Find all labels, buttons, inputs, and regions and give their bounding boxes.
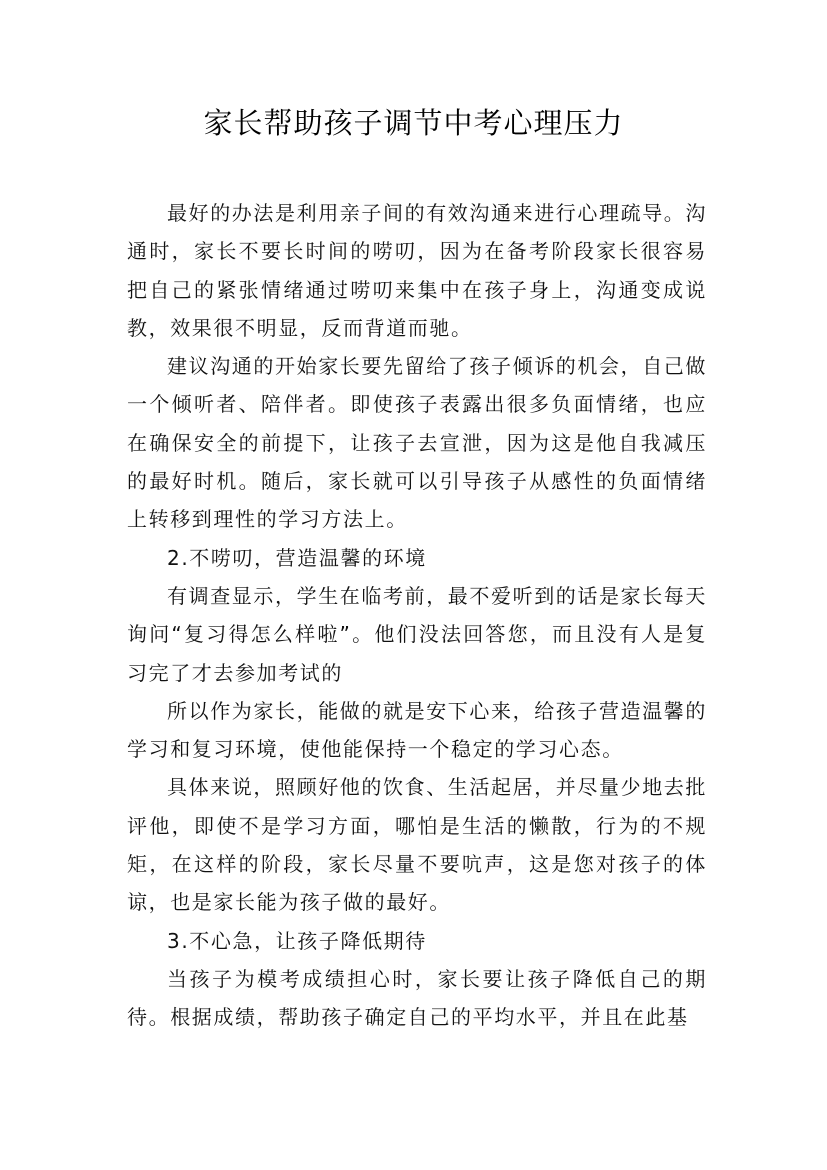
paragraph: 建议沟通的开始家长要先留给了孩子倾诉的机会，自己做一个倾听者、陪伴者。即使孩子表露出很多负面情绪，也应在确保安全的前提下，让孩子去宣泄，因为这是他自我减压的最好时机。随后，家长就可以引导孩子从感性的负面情绪上转移到理性的学习方法上。 bbox=[127, 354, 707, 532]
paragraph: 最好的办法是利用亲子间的有效沟通来进行心理疏导。沟通时，家长不要长时间的唠叨，因为在备考阶段家长很容易把自己的紧张情绪通过唠叨来集中在孩子身上，沟通变成说教，效果很不明显，反而背道而驰。 bbox=[127, 201, 707, 340]
paragraph: 所以作为家长，能做的就是安下心来，给孩子营造温馨的学习和复习环境，使他能保持一个稳定的学习心态。 bbox=[127, 698, 707, 762]
section-heading: 3.不心急，让孩子降低期待 bbox=[167, 928, 427, 953]
paragraph: 有调查显示，学生在临考前，最不爱听到的话是家长每天询问“复习得怎么样啦”。他们没法回答您，而且没有人是复习完了才去参加考试的 bbox=[127, 583, 707, 685]
paragraph: 当孩子为模考成绩担心时，家长要让孩子降低自己的期待。根据成绩，帮助孩子确定自己的平均水平，并且在此基 bbox=[127, 966, 707, 1030]
section-heading: 2.不唠叨，营造温馨的环境 bbox=[167, 545, 427, 570]
document-body bbox=[127, 194, 707, 1037]
document-title: 家长帮助孩子调节中考心理压力 bbox=[203, 106, 624, 140]
paragraph: 具体来说，照顾好他的饮食、生活起居，并尽量少地去批评他，即使不是学习方面，哪怕是生活的懒散，行为的不规矩，在这样的阶段，家长尽量不要吭声，这是您对孩子的体谅，也是家长能为孩子做的最好。 bbox=[127, 775, 707, 915]
